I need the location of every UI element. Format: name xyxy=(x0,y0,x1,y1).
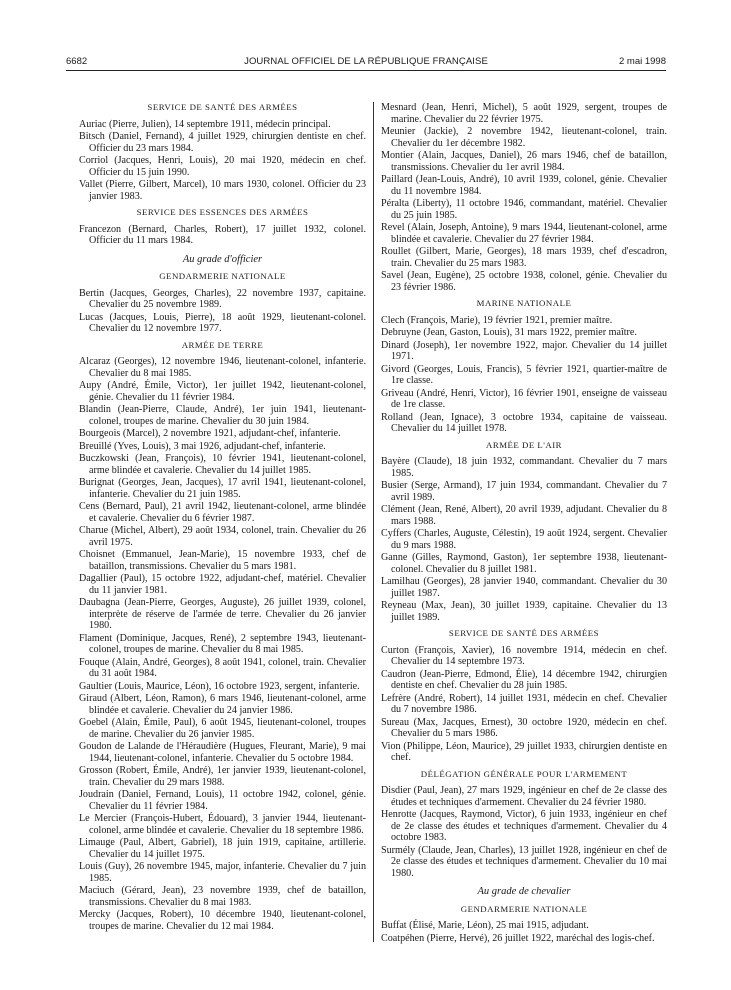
decoration-entry: Clément (Jean, René, Albert), 20 avril 1939, adjudant. Chevalier du 8 mars 1988. xyxy=(381,504,667,527)
decoration-entry: Alcaraz (Georges), 12 novembre 1946, lieutenant-colonel, infanterie. Chevalier du 8 mai 1985. xyxy=(79,356,366,379)
decoration-entry: Dagallier (Paul), 15 octobre 1922, adjudant-chef, matériel. Chevalier du 11 janvier 1981. xyxy=(79,573,366,596)
decoration-entry: Auriac (Pierre, Julien), 14 septembre 1911, médecin principal. xyxy=(79,118,331,130)
header-rule xyxy=(66,70,666,71)
decoration-entry: Goebel (Alain, Émile, Paul), 6 août 1945, lieutenant-colonel, troupes de marine. Chevalier du 26 janvier 1985. xyxy=(79,717,366,740)
decoration-entry: Joudrain (Daniel, Fernand, Louis), 11 octobre 1942, colonel, génie. Chevalier du 11 février 1984. xyxy=(79,789,366,812)
decoration-entry: Francezon (Bernard, Charles, Robert), 17 juillet 1932, colonel. Officier du 11 mars 1984. xyxy=(79,223,366,246)
decoration-entry: Cens (Bernard, Paul), 21 avril 1942, lieutenant-colonel, arme blindée et cavalerie. Chevalier du 6 février 1987. xyxy=(79,501,366,524)
column-divider xyxy=(373,102,374,942)
decoration-entry: Buffat (Élisé, Marie, Léon), 25 mai 1915, adjudant. xyxy=(381,920,589,931)
decoration-entry: Ganne (Gilles, Raymond, Gaston), 1er septembre 1938, lieutenant-colonel. Chevalier du 8 juillet 1981. xyxy=(381,552,667,575)
decoration-entry: Lefrère (André, Robert), 14 juillet 1931, médecin en chef. Chevalier du 7 novembre 1986. xyxy=(381,692,667,715)
decoration-entry: Busier (Serge, Armand), 17 juin 1934, commandant. Chevalier du 7 avril 1989. xyxy=(381,480,667,503)
decoration-entry: Givord (Georges, Louis, Francis), 5 février 1921, quartier-maître de 1re classe. xyxy=(381,363,667,386)
decoration-entry: Charue (Michel, Albert), 29 août 1934, colonel, train. Chevalier du 26 avril 1975. xyxy=(79,525,366,548)
decoration-entry: Breuillé (Yves, Louis), 3 mai 1926, adjudant-chef, infanterie. xyxy=(79,440,326,452)
decoration-entry: Disdier (Paul, Jean), 27 mars 1929, ingénieur en chef de 2e classe des études et techniques d'armement. Chevalier du 24 février 1980. xyxy=(381,785,667,808)
decoration-entry: Henrotte (Jacques, Raymond, Victor), 6 juin 1933, ingénieur en chef de 2e classe des études et techniques d'armement. Chevalier du 4 octobre 1983. xyxy=(381,809,667,843)
decoration-entry: Giraud (Albert, Léon, Ramon), 6 mars 1946, lieutenant-colonel, arme blindée et cavalerie. Chevalier du 24 janvier 1986. xyxy=(79,693,366,716)
decoration-entry: Sureau (Max, Jacques, Ernest), 30 octobre 1920, médecin en chef. Chevalier du 5 mars 1986. xyxy=(381,716,667,739)
decoration-entry: Paillard (Jean-Louis, André), 10 avril 1939, colonel, génie. Chevalier du 11 novembre 1984. xyxy=(381,174,667,197)
section-heading: DÉLÉGATION GÉNÉRALE POUR L'ARMEMENT xyxy=(420,768,628,779)
decoration-entry: Revel (Alain, Joseph, Antoine), 9 mars 1944, lieutenant-colonel, arme blindée et cavalerie. Chevalier du 27 février 1984. xyxy=(381,222,667,245)
decoration-entry: Lamilhau (Georges), 28 janvier 1940, commandant. Chevalier du 30 juillet 1987. xyxy=(381,576,667,599)
journal-title: JOURNAL OFFICIEL DE LA RÉPUBLIQUE FRANÇAISE xyxy=(244,56,488,67)
section-heading: GENDARMERIE NATIONALE xyxy=(460,903,588,914)
decoration-entry: Surmély (Claude, Jean, Charles), 13 juillet 1928, ingénieur en chef de 2e classe des études et techniques d'armement. Chevalier du 10 mai 1980. xyxy=(381,844,667,879)
decoration-entry: Louis (Guy), 26 novembre 1945, major, infanterie. Chevalier du 7 juin 1985. xyxy=(79,861,366,884)
issue-date: 2 mai 1998 xyxy=(618,56,666,67)
section-heading: SERVICE DE SANTÉ DES ARMÉES xyxy=(448,628,600,638)
decoration-entry: Le Mercier (François-Hubert, Édouard), 3 janvier 1944, lieutenant-colonel, arme blindée et cavalerie. Chevalier du 18 septembre 1986. xyxy=(79,813,366,836)
decoration-entry: Aupy (André, Émile, Victor), 1er juillet 1942, lieutenant-colonel, génie. Chevalier du 11 février 1984. xyxy=(79,380,366,403)
section-heading: ARMÉE DE TERRE xyxy=(181,339,264,350)
left-column xyxy=(79,102,366,933)
section-heading: GENDARMERIE NATIONALE xyxy=(159,271,286,281)
decoration-entry: Maciuch (Gérard, Jean), 23 novembre 1939, chef de bataillon, transmissions. Chevalier du 8 mai 1983. xyxy=(79,885,366,908)
page-header xyxy=(66,56,666,70)
decoration-entry: Vallet (Pierre, Gilbert, Marcel), 10 mars 1930, colonel. Officier du 23 janvier 1983. xyxy=(79,179,366,202)
decoration-entry: Savel (Jean, Eugène), 25 octobre 1938, colonel, génie. Chevalier du 23 février 1986. xyxy=(381,270,667,293)
decoration-entry: Daubagna (Jean-Pierre, Georges, Auguste), 26 juillet 1939, colonel, interprète de réserve de l'armée de terre. Chevalier du 26 janvier 1980. xyxy=(79,597,366,631)
decoration-entry: Goudon de Lalande de l'Héraudière (Hugues, Fleurant, Marie), 9 mai 1944, lieutenant-colonel, infanterie. Chevalier du 5 octobre 1984. xyxy=(79,741,366,764)
grade-heading: Au grade d'officier xyxy=(182,253,263,265)
decoration-entry: Bitsch (Daniel, Fernand), 4 juillet 1929, chirurgien dentiste en chef. Officier du 23 mars 1984. xyxy=(79,131,366,154)
decoration-entry: Limauge (Paul, Albert, Gabriel), 18 juin 1919, capitaine, artillerie. Chevalier du 14 juillet 1975. xyxy=(79,837,366,860)
decoration-entry: Bourgeois (Marcel), 2 novembre 1921, adjudant-chef, infanterie. xyxy=(79,428,341,439)
decoration-entry: Bertin (Jacques, Georges, Charles), 22 novembre 1937, capitaine. Chevalier du 25 novembre 1989. xyxy=(79,287,366,310)
section-heading: SERVICE DES ESSENCES DES ARMÉES xyxy=(136,207,309,217)
section-heading: SERVICE DE SANTÉ DES ARMÉES xyxy=(147,102,298,112)
decoration-entry: Griveau (André, Henri, Victor), 16 février 1901, enseigne de vaisseau de 1re classe. xyxy=(381,387,667,410)
decoration-entry: Dinard (Joseph), 1er novembre 1922, major. Chevalier du 14 juillet 1971. xyxy=(381,339,667,362)
decoration-entry: Montier (Alain, Jacques, Daniel), 26 mars 1946, chef de bataillon, transmissions. Chevalier du 1er avril 1984. xyxy=(381,150,667,173)
right-column xyxy=(381,102,667,945)
decoration-entry: Gaultier (Louis, Maurice, Léon), 16 octobre 1923, sergent, infanterie. xyxy=(79,680,360,692)
decoration-entry: Blandin (Jean-Pierre, Claude, André), 1er juin 1941, lieutenant-colonel, troupes de marine. Chevalier du 30 juin 1984. xyxy=(79,404,366,427)
decoration-entry: Bayère (Claude), 18 juin 1932, commandant. Chevalier du 7 mars 1985. xyxy=(381,456,667,479)
decoration-entry: Rolland (Jean, Ignace), 3 octobre 1934, capitaine de vaisseau. Chevalier du 14 juillet 1978. xyxy=(381,411,667,434)
decoration-entry: Meunier (Jackie), 2 novembre 1942, lieutenant-colonel, train. Chevalier du 1er décembre 1982. xyxy=(381,126,667,149)
section-heading: MARINE NATIONALE xyxy=(476,298,572,308)
grade-heading: Au grade de chevalier xyxy=(477,886,571,897)
decoration-entry: Clech (François, Marie), 19 février 1921, premier maître. xyxy=(381,314,613,326)
decoration-entry: Curton (François, Xavier), 16 novembre 1914, médecin en chef. Chevalier du 14 septembre 1973. xyxy=(381,644,667,667)
decoration-entry: Vion (Philippe, Léon, Maurice), 29 juillet 1933, chirurgien dentiste en chef. xyxy=(381,740,667,763)
decoration-entry: Mercky (Jacques, Robert), 10 décembre 1940, lieutenant-colonel, troupes de marine. Chevalier du 12 mai 1984. xyxy=(79,909,366,932)
decoration-entry: Flament (Dominique, Jacques, René), 2 septembre 1943, lieutenant-colonel, troupes de marine. Chevalier du 8 mai 1985. xyxy=(79,632,366,655)
decoration-entry: Fouque (Alain, André, Georges), 8 août 1941, colonel, train. Chevalier du 31 août 1984. xyxy=(79,656,366,679)
decoration-entry: Mesnard (Jean, Henri, Michel), 5 août 1929, sergent, troupes de marine. Chevalier du 22 février 1975. xyxy=(381,102,667,125)
page-number: 6682 xyxy=(66,56,88,67)
decoration-entry: Debruyne (Jean, Gaston, Louis), 31 mars 1922, premier maître. xyxy=(381,327,637,338)
decoration-entry: Roullet (Gilbert, Marie, Georges), 18 mars 1939, chef d'escadron, train. Chevalier du 25 mars 1983. xyxy=(381,246,667,269)
decoration-entry: Lucas (Jacques, Louis, Pierre), 18 août 1929, lieutenant-colonel. Chevalier du 12 novembre 1977. xyxy=(79,311,366,334)
decoration-entry: Buczkowski (Jean, François), 10 février 1941, lieutenant-colonel, arme blindée et cavalerie. Chevalier du 14 juillet 1985. xyxy=(79,453,366,476)
decoration-entry: Reyneau (Max, Jean), 30 juillet 1939, capitaine. Chevalier du 13 juillet 1989. xyxy=(381,600,667,623)
decoration-entry: Cyffers (Charles, Auguste, Célestin), 19 août 1924, sergent. Chevalier du 9 mars 1988. xyxy=(381,528,667,551)
decoration-entry: Choisnet (Emmanuel, Jean-Marie), 15 novembre 1933, chef de bataillon, transmissions. Chevalier du 5 mars 1981. xyxy=(79,549,366,572)
decoration-entry: Grosson (Robert, Émile, André), 1er janvier 1939, lieutenant-colonel, train. Chevalier du 29 mars 1988. xyxy=(79,765,366,788)
decoration-entry: Caudron (Jean-Pierre, Edmond, Élie), 14 décembre 1942, chirurgien dentiste en chef. Chevalier du 28 juin 1985. xyxy=(381,668,667,691)
decoration-entry: Péralta (Liberty), 11 octobre 1946, commandant, matériel. Chevalier du 25 juin 1985. xyxy=(381,198,667,221)
section-heading: ARMÉE DE L'AIR xyxy=(485,439,563,450)
decoration-entry: Coatpéhen (Pierre, Hervé), 26 juillet 1922, maréchal des logis-chef. xyxy=(381,932,655,944)
decoration-entry: Burignat (Georges, Jean, Jacques), 17 avril 1941, lieutenant-colonel, infanterie. Chevalier du 21 juin 1985. xyxy=(79,477,366,500)
decoration-entry: Corriol (Jacques, Henri, Louis), 20 mai 1920, médecin en chef. Officier du 15 juin 1990. xyxy=(79,155,366,178)
